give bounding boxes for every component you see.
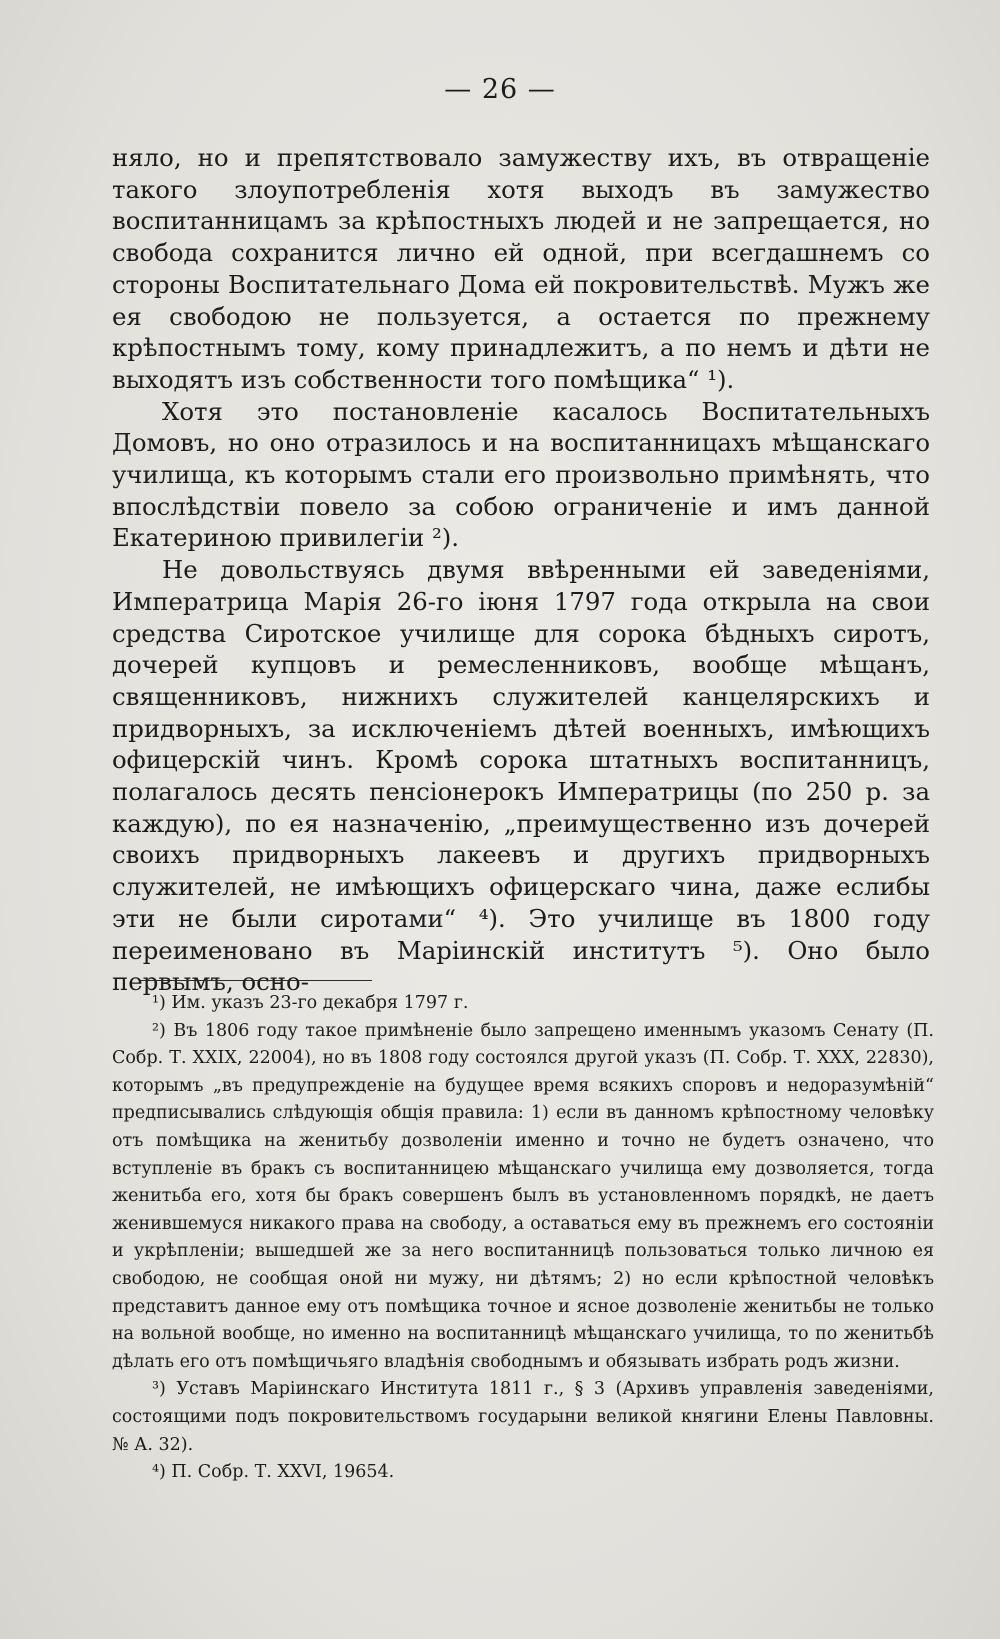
paragraph: Не довольствуясь двумя ввѣренными ей заведеніями, Императрица Марія 26-го іюня 1797 года открыла на свои средства Сиротское училище для сорока бѣдныхъ сиротъ, дочерей купцовъ и ремесленниковъ, вообще мѣщанъ, священниковъ, нижнихъ служителей канцелярскихъ и придворныхъ, за исключеніемъ дѣтей военныхъ, имѣющихъ офицерскій чинъ. Кромѣ сорока штатныхъ воспитанницъ, полагалось десять пенсіонерокъ Императрицы (по 250 р. за каждую), по ея назначенію, „преимущественно изъ дочерей своихъ придворныхъ лакеевъ и другихъ придворныхъ служителей, не имѣющихъ офицерскаго чина, даже еслибы эти не были сиротами“ ⁴). Это училище въ 1800 году переименовано въ Маріинскій институтъ ⁵). Оно было первымъ, осно- [112, 555, 930, 997]
footnote-divider [140, 980, 372, 981]
footnotes [112, 990, 934, 1487]
footnote: ²) Въ 1806 году такое примѣненіе было запрещено именнымъ указомъ Сенату (П. Собр. Т. XXIX, 22004), но въ 1808 году состоялся другой указъ (П. Собр. Т. XXX, 22830), которымъ „въ предупрежденіе на будущее время всякихъ споровъ и недоразумѣній“ предписывались слѣдующія общія правила: 1) если въ данномъ крѣпостному человѣку отъ помѣщика на женитьбу дозволеніи именно и точно не будетъ означено, что вступленіе въ бракъ съ воспитанницею мѣщанскаго училища ему дозволяется, тогда женитьба его, хотя бы бракъ совершенъ былъ въ установленномъ порядкѣ, не даетъ женившемуся никакого права на свободу, а оставаться ему въ прежнемъ его состояніи и укрѣпленіи; вышедшей же за него воспитанницѣ пользоваться только личною ея свободою, не сообщая оной ни мужу, ни дѣтямъ; 2) но если крѣпостной человѣкъ представитъ данное ему отъ помѣщика точное и ясное дозволеніе женитьбы не только на вольной вообще, но именно на воспитанницѣ мѣщанскаго училища, то по женитьбѣ дѣлать его отъ помѣщичьяго владѣнія свободнымъ и обязывать избрать родъ жизни. [112, 1020, 934, 1372]
footnote: ³) Уставъ Маріинскаго Института 1811 г., § 3 (Архивъ управленія заведеніями, состоящими подъ покровительствомъ государыни великой княгини Елены Павловны. № А. 32). [112, 1379, 934, 1455]
paragraph: Хотя это постановленіе касалось Воспитательныхъ Домовъ, но оно отразилось и на воспитанницахъ мѣщанскаго училища, къ которымъ стали его произвольно примѣнять, что впослѣдствіи повело за собою ограниченіе и имъ данной Екатериною привилегіи ²). [112, 396, 930, 553]
page-number: — 26 — [444, 74, 556, 105]
paragraph-continuation: няло, но и препятствовало замужеству ихъ, въ отвращеніе такого злоупотребленія хотя выходъ въ замужество воспитанницамъ за крѣпостныхъ людей и не запрещается, но свобода сохранится лично ей одной, при всегдашнемъ со стороны Воспитательнаго Дома ей покровительствѣ. Мужъ же ея свободою не пользуется, а остается по прежнему крѣпостнымъ тому, кому принадлежитъ, а по немъ и дѣти не выходятъ изъ собственности того помѣщика“ ¹). [112, 143, 930, 394]
footnote: ⁴) П. Собр. Т. XXVI, 19654. [152, 1462, 395, 1483]
main-text [112, 142, 930, 998]
footnote: ¹) Им. указъ 23-го декабря 1797 г. [152, 993, 469, 1013]
